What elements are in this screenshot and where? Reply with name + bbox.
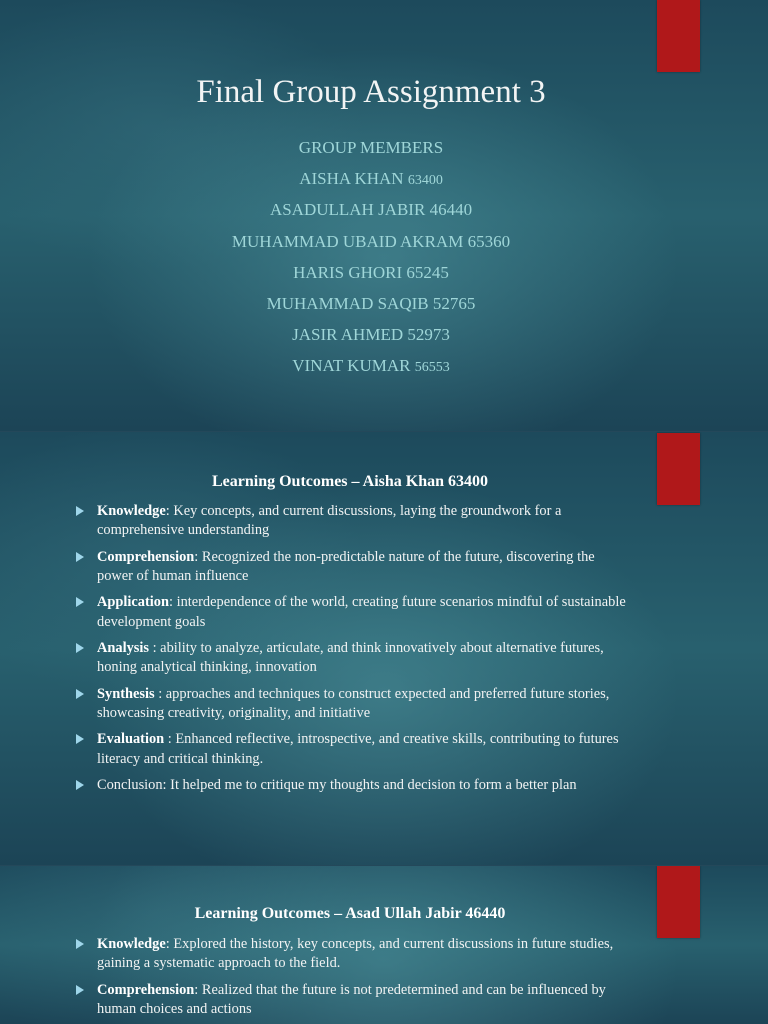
bullet-item bbox=[76, 730, 631, 769]
bullet-text: : Key concepts, and current discussions, laying the groundwork for a comprehensive understanding bbox=[97, 503, 562, 539]
member-name: AISHA KHAN bbox=[299, 169, 404, 189]
member-row bbox=[0, 194, 742, 225]
bullet-text: : Realized that the future is not predetermined and can be influenced by human choices and actions bbox=[97, 981, 606, 1017]
slide-heading: Learning Outcomes – Asad Ullah Jabir 46440 bbox=[194, 905, 506, 922]
slide-title bbox=[0, 0, 768, 431]
red-accent-tab bbox=[657, 866, 700, 938]
bullet-text: : interdependence of the world, creating future scenarios mindful of sustainable development goals bbox=[97, 594, 626, 630]
member-id: 63400 bbox=[407, 173, 443, 189]
bullet-text: : ability to analyze, articulate, and think innovatively about alternative futures, honing analytical thinking, innovation bbox=[97, 640, 604, 676]
bullet-arrow-icon bbox=[76, 597, 84, 607]
member-row bbox=[0, 163, 742, 194]
group-members-list bbox=[0, 132, 742, 382]
member-name: JASIR AHMED bbox=[292, 325, 404, 345]
member-id: 52973 bbox=[407, 325, 450, 345]
bullet-text: : approaches and techniques to construct expected and preferred future stories, showcasing creativity, originality, and initiative bbox=[97, 685, 610, 722]
bullet-text: : Enhanced reflective, introspective, and creative skills, contributing to futures literacy and critical thinking. bbox=[97, 731, 619, 767]
member-name: GROUP MEMBERS bbox=[298, 138, 444, 157]
member-name: VINAT KUMAR bbox=[292, 356, 411, 376]
member-id: 65360 bbox=[467, 231, 511, 251]
member-name: HARIS GHORI bbox=[293, 262, 403, 282]
member-row bbox=[0, 288, 742, 319]
member-row bbox=[0, 132, 742, 163]
member-id: 52765 bbox=[432, 293, 476, 313]
red-accent-tab bbox=[657, 0, 700, 72]
bullet-arrow-icon bbox=[76, 780, 84, 790]
bullet-arrow-icon bbox=[76, 506, 84, 516]
slide-learning-outcomes-aisha bbox=[0, 432, 768, 865]
bullet-text: : Explored the history, key concepts, and current discussions in future studies, gaining a systematic approach to the field. bbox=[97, 936, 614, 972]
bullet-arrow-icon bbox=[76, 734, 84, 744]
bullet-term: Evaluation bbox=[97, 731, 165, 748]
red-accent-tab bbox=[657, 433, 700, 505]
member-name: ASADULLAH JABIR bbox=[269, 200, 426, 220]
bullet-term: Application bbox=[97, 594, 169, 611]
bullet-arrow-icon bbox=[76, 552, 84, 562]
bullet-term: Comprehension bbox=[97, 548, 195, 565]
bullet-item bbox=[76, 685, 631, 724]
member-row bbox=[0, 257, 742, 288]
bullet-term: Knowledge bbox=[97, 503, 166, 519]
member-row bbox=[0, 319, 742, 350]
bullet-text: Conclusion: It helped me to critique my thoughts and decision to form a better plan bbox=[97, 777, 577, 794]
bullet-item bbox=[76, 502, 631, 541]
member-row bbox=[0, 226, 742, 257]
slide-learning-outcomes-asad bbox=[0, 866, 768, 1024]
bullet-arrow-icon bbox=[76, 985, 84, 995]
member-id: 65245 bbox=[406, 262, 449, 282]
bullet-item bbox=[76, 593, 631, 632]
bullet-list bbox=[76, 935, 631, 1024]
member-id: 56553 bbox=[414, 360, 450, 376]
member-name: MUHAMMAD SAQIB bbox=[266, 293, 429, 313]
bullet-item bbox=[76, 935, 631, 974]
bullet-list bbox=[76, 502, 631, 803]
bullet-term: Analysis bbox=[97, 640, 149, 657]
bullet-arrow-icon bbox=[76, 689, 84, 699]
slide-heading: Learning Outcomes – Aisha Khan 63400 bbox=[211, 473, 489, 490]
bullet-item bbox=[76, 981, 631, 1020]
bullet-term: Knowledge bbox=[97, 936, 166, 952]
bullet-item bbox=[76, 548, 631, 587]
bullet-item bbox=[76, 776, 631, 795]
bullet-term: Synthesis bbox=[97, 685, 155, 702]
bullet-arrow-icon bbox=[76, 939, 84, 949]
bullet-text: : Recognized the non-predictable nature of the future, discovering the power of human influence bbox=[97, 548, 595, 584]
member-name: MUHAMMAD UBAID AKRAM bbox=[231, 231, 464, 251]
bullet-arrow-icon bbox=[76, 643, 84, 653]
slide-title-text: Final Group Assignment 3 bbox=[196, 74, 546, 110]
bullet-item bbox=[76, 639, 631, 678]
member-row bbox=[0, 350, 742, 381]
member-id: 46440 bbox=[429, 200, 473, 220]
bullet-term: Comprehension bbox=[97, 981, 195, 998]
